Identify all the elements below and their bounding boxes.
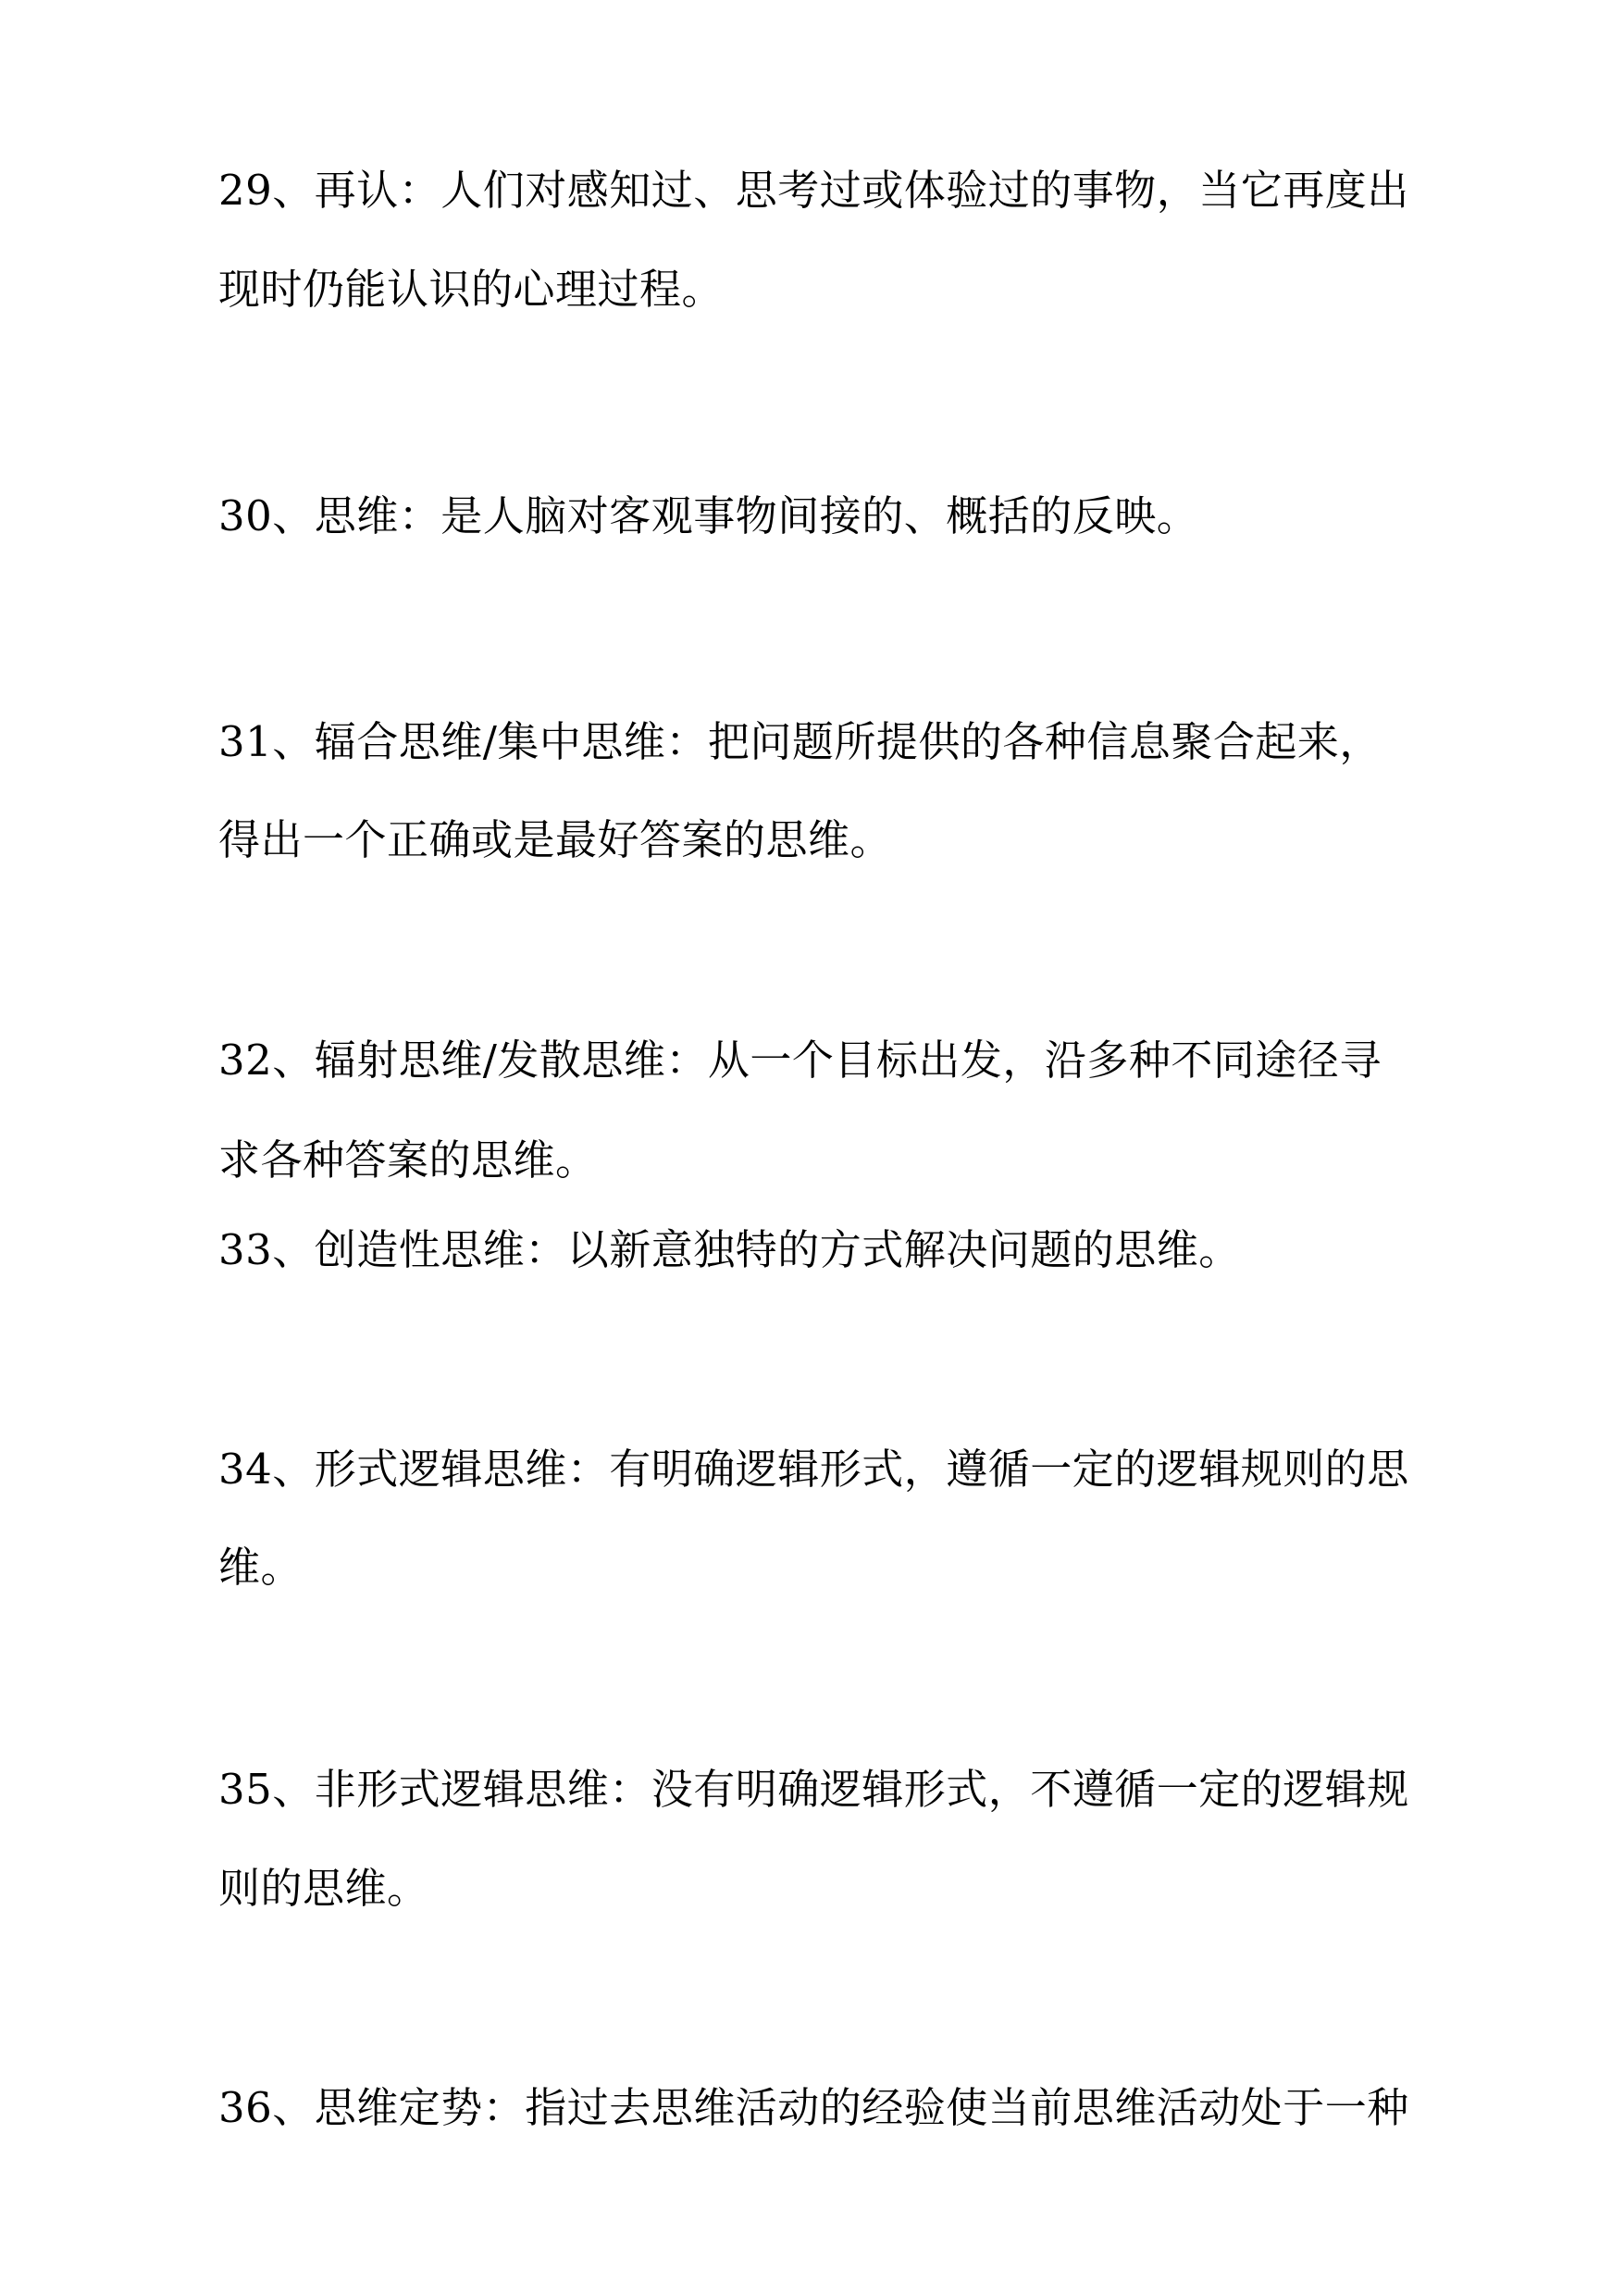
definition-32-line-2: 求各种答案的思维。 [218,1135,598,1185]
definition-31-line-1: 31、辐合思维/集中思维：把问题所提供的各种信息聚合起来， [218,717,1382,766]
definition-34-line-1: 34、形式逻辑思维：有明确逻辑形式，遵循一定的逻辑规则的思 [218,1445,1409,1494]
definition-31-line-2: 得出一个正确或是最好答案的思维。 [218,815,893,864]
definition-29-line-1: 29、再认：人们对感知过、思考过或体验过的事物，当它再度出 [218,166,1409,215]
definition-35-line-1: 35、非形式逻辑思维：没有明确逻辑形式，不遵循一定的逻辑规 [218,1765,1409,1814]
definition-29-line-2: 现时仍能认识的心理过程。 [218,265,725,314]
definition-33-line-1: 33、创造性思维：以新意独特的方式解决问题的思维。 [218,1225,1241,1274]
definition-30-line-1: 30、思维：是人脑对客观事物间接的、概括的反映。 [218,491,1199,540]
definition-32-line-1: 32、辐射思维/发散思维：从一个目标出发，沿多种不同途径寻 [218,1036,1382,1085]
definition-36-line-1: 36、思维定势：指过去思维活动的经验使当前思维活动处于一种 [218,2083,1409,2132]
definition-34-line-2: 维。 [218,1543,304,1592]
definition-35-line-2: 则的思维。 [218,1864,429,1913]
